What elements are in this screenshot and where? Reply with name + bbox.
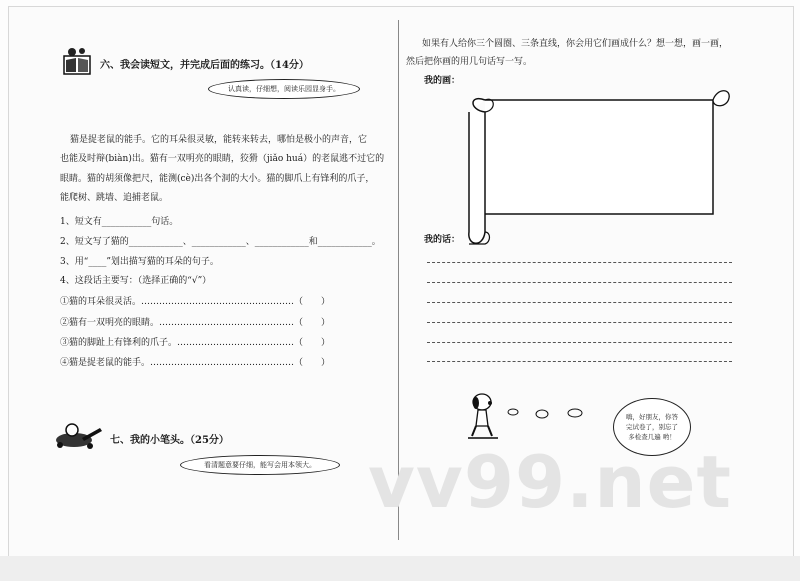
reminder-line-3: 多检查几遍 哟！ bbox=[628, 433, 676, 441]
drawing-label: 我的画： bbox=[424, 76, 461, 86]
hint-bubble-1 bbox=[208, 79, 360, 99]
hint-text-2: 看清题意要仔细，能写会用本领大。 bbox=[204, 461, 316, 469]
thought-dots bbox=[505, 402, 605, 422]
answer-line-1[interactable] bbox=[427, 262, 732, 263]
choice-2: ②猫有一双明亮的眼睛。………………………………………（ ） bbox=[60, 318, 331, 328]
question-4: 4、这段话主要写：（选择正确的“√”） bbox=[60, 276, 212, 286]
passage-line-4: 能爬树、跳墙、追捕老鼠。 bbox=[60, 193, 169, 203]
answer-line-3[interactable] bbox=[427, 302, 732, 303]
section6-title: 六、我会读短文，并完成后面的练习。（14分） bbox=[100, 60, 309, 71]
answer-line-6[interactable] bbox=[427, 361, 732, 362]
snoopy-dog-icon bbox=[464, 392, 504, 442]
instruction-line-1: 如果有人给你三个圆圈、三条直线，你会用它们画成什么？想一想，画一画， bbox=[422, 39, 729, 49]
bottom-strip bbox=[0, 556, 800, 581]
reading-book-icon bbox=[60, 46, 96, 78]
passage-line-2: 也能及时辩(biàn)出。猫有一双明亮的眼睛，狡猾（jiǎo huá）的老鼠逃不过它的 bbox=[60, 154, 385, 164]
scroll-drawing-frame[interactable] bbox=[455, 82, 733, 252]
question-2: 2、短文写了猫的____________、____________、____________和____________。 bbox=[60, 237, 381, 247]
reminder-line-2: 完试卷了，别忘了 bbox=[626, 423, 678, 431]
question-3: 3、用“____”划出描写猫的耳朵的句子。 bbox=[60, 257, 219, 267]
pencil-kid-icon bbox=[52, 420, 104, 450]
question-1: 1、短文有___________句话。 bbox=[60, 217, 179, 227]
answer-line-2[interactable] bbox=[427, 282, 732, 283]
choice-3: ③猫的脚趾上有锋利的爪子。…………………………………（ ） bbox=[60, 338, 331, 348]
passage-line-3: 眼睛。猫的胡须像把尺，能测(cè)出各个洞的大小。猫的脚爪上有锋利的爪子， bbox=[60, 174, 375, 184]
reminder-line-1: 嗨，好朋友，你答 bbox=[626, 413, 678, 421]
choice-1: ①猫的耳朵很灵活。……………………………………………（ ） bbox=[60, 297, 331, 307]
watermark-text: vv99.net bbox=[368, 440, 732, 524]
hint-bubble-2 bbox=[180, 455, 340, 475]
section7-title: 七、我的小笔头。（25分） bbox=[110, 435, 229, 446]
answer-line-5[interactable] bbox=[427, 342, 732, 343]
answer-line-4[interactable] bbox=[427, 322, 732, 323]
words-label: 我的话： bbox=[424, 235, 461, 245]
passage-line-1: 猫是捉老鼠的能手。它的耳朵很灵敏，能转来转去，哪怕是极小的声音，它 bbox=[70, 135, 368, 145]
hint-text-1: 认真读，仔细想，阅读乐园显身手。 bbox=[228, 85, 340, 93]
instruction-line-2: 然后把你画的用几句话写一写。 bbox=[406, 57, 533, 67]
choice-4: ④猫是捉老鼠的能手。…………………………………………（ ） bbox=[60, 358, 331, 368]
